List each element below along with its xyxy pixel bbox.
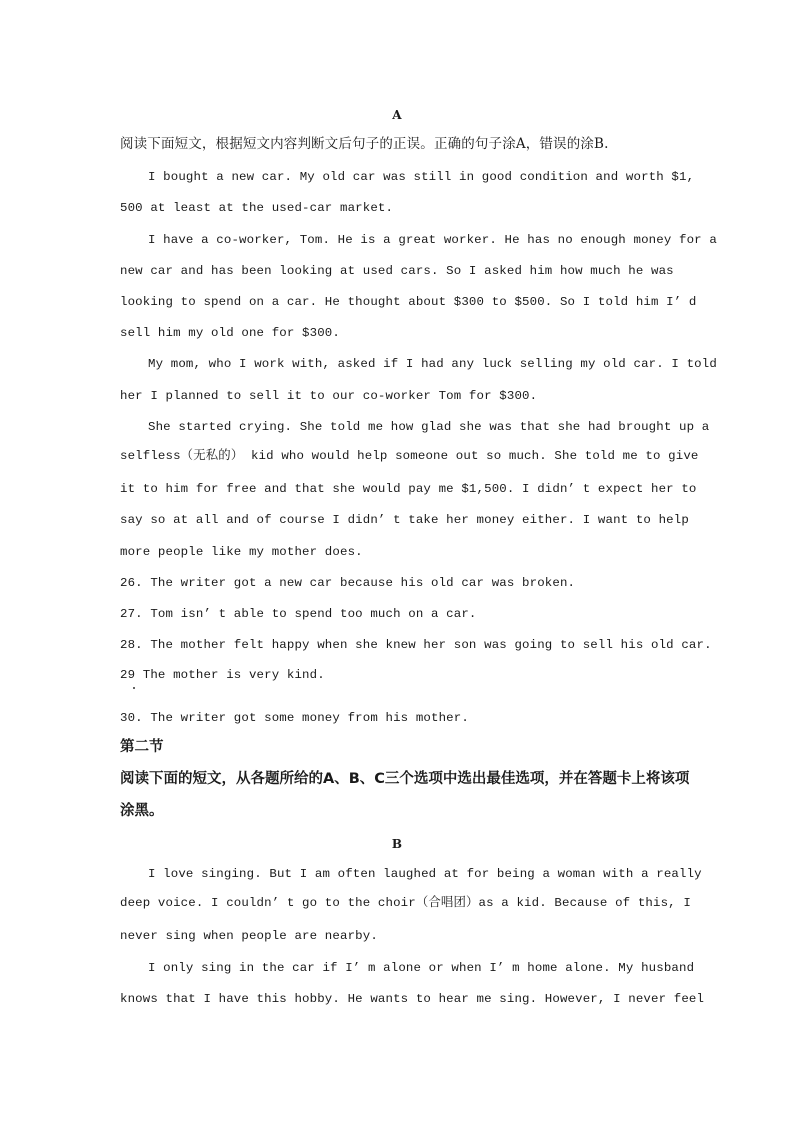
stray-dot-mark — [133, 687, 135, 689]
passage-a-line: I bought a new car. My old car was still in good condition and worth $1, — [148, 170, 695, 184]
section-a-instruction: 阅读下面短文，根据短文内容判断文后句子的正误。正确的句子涂A，错误的涂B. — [120, 136, 609, 152]
question-29: 29 The mother is very kind. — [120, 668, 325, 682]
passage-a-line: new car and has been looking at used cars. So I asked him how much he was — [120, 264, 674, 278]
section-2-instruction-cont: 涂黑。 — [120, 803, 164, 819]
passage-a-line: She started crying. She told me how glad she was that she had brought up a — [148, 420, 710, 434]
passage-a-line: more people like my mother does. — [120, 545, 363, 559]
question-27: 27. Tom isn’ t able to spend too much on a car. — [120, 607, 477, 621]
passage-a-line: sell him my old one for $300. — [120, 326, 340, 340]
passage-a-line: 500 at least at the used-car market. — [120, 201, 394, 215]
passage-a-line: looking to spend on a car. He thought about $300 to $500. So I told him I’ d — [120, 295, 697, 309]
passage-a-line: I have a co-worker, Tom. He is a great worker. He has no enough money for a — [148, 233, 717, 247]
passage-b-line: I only sing in the car if I’ m alone or when I’ m home alone. My husband — [148, 961, 695, 975]
passage-b-line: knows that I have this hobby. He wants to hear me sing. However, I never feel — [120, 992, 705, 1006]
question-26: 26. The writer got a new car because his old car was broken. — [120, 576, 576, 590]
passage-b-line: I love singing. But I am often laughed at for being a woman with a really — [148, 867, 702, 881]
question-30: 30. The writer got some money from his mother. — [120, 711, 469, 725]
section-b-heading: B — [391, 837, 403, 851]
passage-a-line: say so at all and of course I didn’ t take her money either. I want to help — [120, 513, 689, 527]
question-28: 28. The mother felt happy when she knew her son was going to sell his old car. — [120, 638, 712, 652]
section-2-title: 第二节 — [120, 739, 164, 755]
passage-b-line: never sing when people are nearby. — [120, 929, 378, 943]
passage-a-line: it to him for free and that she would pay me $1,500. I didn’ t expect her to — [120, 482, 697, 496]
section-a-heading: A — [392, 108, 402, 122]
passage-a-line: selfless（无私的） kid who would help someone out so much. She told me to give — [120, 449, 699, 463]
section-2-instruction: 阅读下面的短文，从各题所给的A、B、C三个选项中选出最佳选项，并在答题卡上将该项 — [120, 771, 690, 787]
passage-a-line: her I planned to sell it to our co-worker Tom for $300. — [120, 389, 538, 403]
passage-a-line: My mom, who I work with, asked if I had any luck selling my old car. I told — [148, 357, 717, 371]
passage-b-line: deep voice. I couldn’ t go to the choir（合唱团）as a kid. Because of this, I — [120, 896, 691, 910]
